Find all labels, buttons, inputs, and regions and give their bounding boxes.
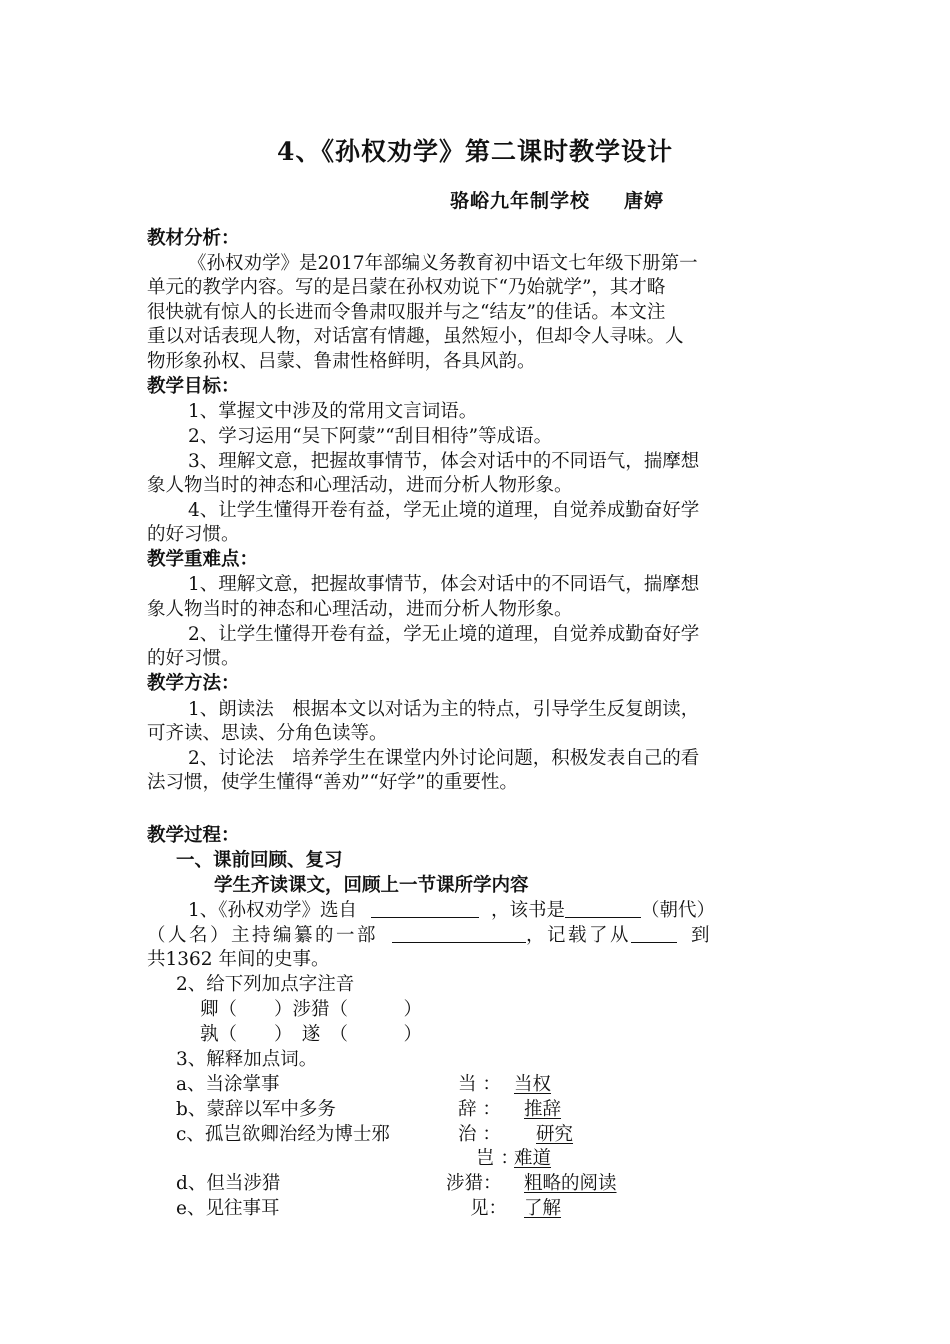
analysis-line: 很快就有惊人的长进而令鲁肃叹服并与之“结友”的佳话。本文注: [147, 302, 666, 323]
vocab-item-key: 涉猎：: [446, 1173, 502, 1194]
goal-item: 2、学习运用“吴下阿蒙”“刮目相待”等成语。: [188, 426, 553, 447]
question-1-line-1: [188, 898, 715, 923]
vocab-item-text: a、当涂掌事: [176, 1074, 280, 1095]
vocab-item-text: c、孤岂欲卿治经为博士邪: [176, 1124, 390, 1145]
author-name: 唐婷: [624, 190, 665, 212]
answer-blank[interactable]: [392, 924, 526, 943]
goal-item: 3、理解文意，把握故事情节，体会对话中的不同语气，揣摩想: [188, 451, 700, 472]
keypoint-item: 2、让学生懂得开卷有益，学无止境的道理，自觉养成勤奋好学: [188, 624, 700, 645]
method-item: 1、朗读法 根据本文以对话为主的特点，引导学生反复朗读，: [188, 699, 700, 720]
question-1-line-2: [147, 923, 712, 948]
process-subheading: 学生齐读课文，回顾上一节课所学内容: [214, 875, 529, 896]
analysis-line: 单元的教学内容。写的是吕蒙在孙权劝说下“乃始就学”，其才略: [147, 277, 666, 298]
methods-heading: 教学方法：: [147, 673, 240, 694]
vocab-item-text: e、见往事耳: [176, 1198, 280, 1219]
keypoints-heading: 教学重难点：: [147, 549, 259, 570]
goal-item: 的好习惯。: [147, 524, 240, 545]
question-1-text: ，记载了从: [526, 925, 632, 946]
question-3-label: 3、解释加点词。: [176, 1049, 318, 1070]
vocab-item-answer: 难道: [514, 1148, 552, 1169]
method-item: 2、讨论法 培养学生在课堂内外讨论问题，积极发表自己的看: [188, 748, 700, 769]
goal-item: 1、掌握文中涉及的常用文言词语。: [188, 401, 478, 422]
vocab-item-answer: 了解: [524, 1198, 562, 1219]
vocab-item-text: b、蒙辞以军中多务: [176, 1099, 336, 1120]
goal-item: 象人物当时的神态和心理活动，进而分析人物形象。: [147, 475, 573, 496]
author-line: [450, 186, 664, 213]
keypoint-item: 象人物当时的神态和心理活动，进而分析人物形象。: [147, 599, 573, 620]
vocab-item-answer: 推辞: [524, 1099, 562, 1120]
keypoint-item: 的好习惯。: [147, 648, 240, 669]
analysis-line: 《孙权劝学》是2017年部编义务教育初中语文七年级下册第一: [188, 253, 698, 274]
analysis-line: 重以对话表现人物，对话富有情趣，虽然短小，但却令人寻味。人: [147, 326, 684, 347]
analysis-line: 物形象孙权、吕蒙、鲁肃性格鲜明，各具风韵。: [147, 351, 536, 372]
vocab-item-key: 见：: [470, 1198, 508, 1219]
vocab-item-key: 当 ：: [458, 1074, 501, 1095]
question-1-text: （朝代）: [641, 900, 716, 921]
vocab-item-key: 辞 ：: [458, 1099, 501, 1120]
process-section-title: 一、课前回顾、复习: [176, 850, 343, 871]
vocab-item-answer: 研究: [536, 1124, 574, 1145]
vocab-item-key: 治 ：: [458, 1124, 501, 1145]
analysis-heading: 教材分析：: [147, 228, 240, 249]
keypoint-item: 1、理解文意，把握故事情节，体会对话中的不同语气，揣摩想: [188, 574, 700, 595]
question-1-line-3: 共1362 年间的史事。: [147, 949, 330, 970]
method-item: 可齐读、思读、分角色读等。: [147, 723, 388, 744]
vocab-item-key: 岂 ：: [476, 1148, 519, 1169]
answer-blank[interactable]: [565, 899, 641, 918]
question-1-text: 到: [691, 925, 713, 946]
answer-blank[interactable]: [371, 899, 479, 918]
question-1-text: 1、《孙权劝学》选自: [188, 900, 358, 921]
process-heading: 教学过程：: [147, 825, 240, 846]
question-1-text: （人名）主持编纂的一部: [147, 925, 379, 946]
answer-blank[interactable]: [631, 924, 677, 943]
question-2-label: 2、给下列加点字注音: [176, 974, 355, 995]
question-1-text: ，该书是: [491, 900, 566, 921]
method-item: 法习惯，使学生懂得“善劝”“好学”的重要性。: [147, 772, 518, 793]
goal-item: 4、让学生懂得开卷有益，学无止境的道理，自觉养成勤奋好学: [188, 500, 700, 521]
question-2-row: 孰（ ） 遂 （ ）: [200, 1024, 423, 1045]
vocab-item-answer: 粗略的阅读: [524, 1173, 617, 1194]
document-title: 4、《孙权劝学》第二课时教学设计: [277, 137, 673, 166]
question-2-row: 卿（ ）涉猎（ ）: [200, 999, 423, 1020]
vocab-item-answer: 当权: [514, 1074, 552, 1095]
author-school: 骆峪九年制学校: [450, 190, 591, 212]
vocab-item-text: d、但当涉猎: [176, 1173, 281, 1194]
goals-heading: 教学目标：: [147, 376, 240, 397]
